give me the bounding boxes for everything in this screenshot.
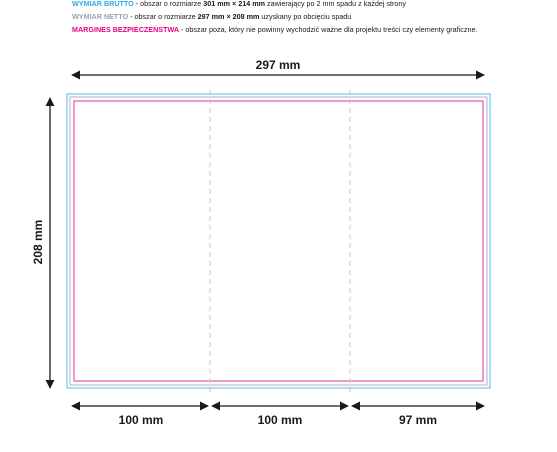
width-dimension-label: 297 mm <box>255 58 301 72</box>
legend-margines-text: - obszar poza, który nie powinny wychodzić ważne dla projektu treści czy elementy graficzne. <box>179 25 478 34</box>
legend-brutto-size: 301 mm × 214 mm <box>203 0 265 8</box>
legend-brutto-text-before: - obszar o rozmiarze <box>133 0 204 8</box>
brutto-outline <box>67 94 490 388</box>
panel-2-dimension-label: 100 mm <box>257 413 303 427</box>
legend-netto-term: WYMIAR NETTO <box>72 12 129 21</box>
legend-netto-text-after: uzyskany po obcięciu spadu <box>259 12 352 21</box>
legend-brutto-term: WYMIAR BRUTTO <box>72 0 134 8</box>
panel-1-dimension-label: 100 mm <box>118 413 164 427</box>
netto-outline <box>70 97 487 385</box>
margines-outline <box>74 101 483 381</box>
height-dimension-label: 208 mm <box>31 219 45 265</box>
legend-brutto-text-after: zawierający po 2 mm spadu z każdej strony <box>265 0 407 8</box>
legend-margines-term: MARGINES BEZPIECZEŃSTWA <box>72 25 180 34</box>
legend-netto-text-before: - obszar o rozmiarze <box>128 12 198 21</box>
legend-netto-size: 297 mm × 208 mm <box>197 12 260 21</box>
panel-3-dimension-label: 97 mm <box>398 413 438 427</box>
